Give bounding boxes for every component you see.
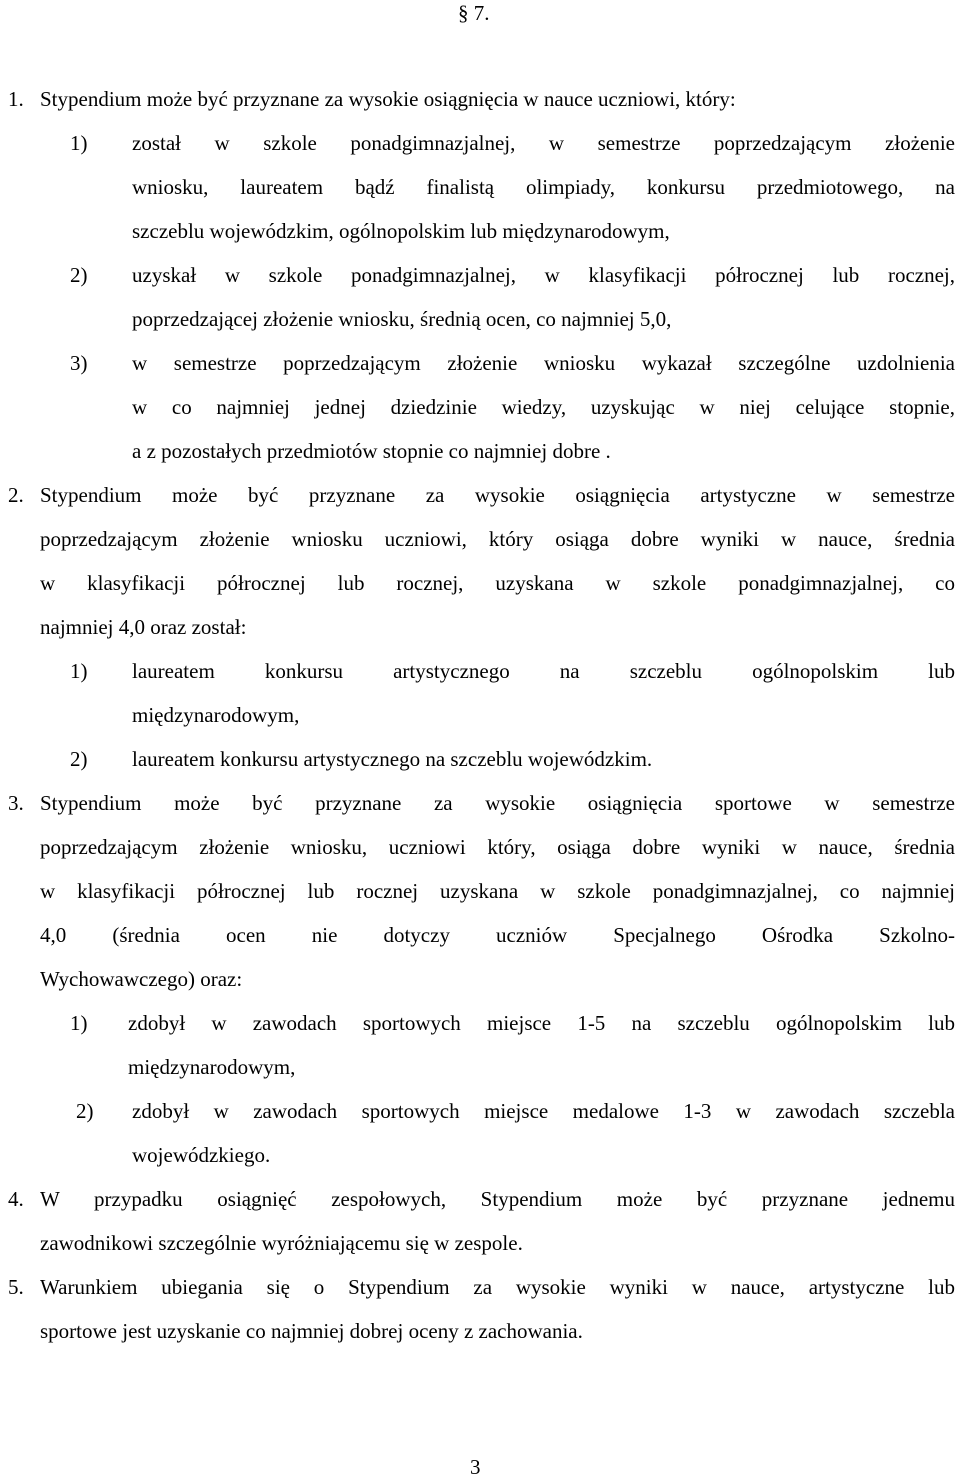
item-line: a z pozostałych przedmiotów stopnie co najmniej dobre . (132, 439, 611, 463)
paragraph-line: Stypendium może być przyznane za wysokie osiągnięcia sportowe w semestrze (40, 791, 955, 815)
paragraph-number: 2. (8, 483, 24, 507)
paragraph-line: W przypadku osiągnięć zespołowych, Stypendium może być przyznane jednemu (40, 1187, 955, 1211)
item-line: wniosku, laureatem bądź finalistą olimpiady, konkursu przedmiotowego, na (132, 175, 955, 199)
section-heading: § 7. (458, 1, 490, 25)
item-line: zdobył w zawodach sportowych miejsce 1-5 na szczeblu ogólnopolskim lub (128, 1011, 955, 1035)
item-line: w semestrze poprzedzającym złożenie wniosku wykazał szczególne uzdolnienia (132, 351, 955, 375)
item-line: międzynarodowym, (132, 703, 300, 727)
item-number: 2) (70, 263, 88, 287)
paragraph-number: 4. (8, 1187, 24, 1211)
item-line: wojewódzkiego. (132, 1143, 271, 1167)
paragraph-number: 1. (8, 87, 24, 111)
item-line: został w szkole ponadgimnazjalnej, w semestrze poprzedzającym złożenie (132, 131, 955, 155)
paragraph-line: zawodnikowi szczególnie wyróżniającemu się w zespole. (40, 1231, 523, 1255)
paragraph-line: w klasyfikacji półrocznej lub rocznej uzyskana w szkole ponadgimnazjalnej, co najmniej (40, 879, 955, 903)
item-line: laureatem konkursu artystycznego na szczeblu ogólnopolskim lub (132, 659, 955, 683)
item-line: międzynarodowym, (128, 1055, 296, 1079)
paragraph-line: sportowe jest uzyskanie co najmniej dobrej oceny z zachowania. (40, 1319, 583, 1343)
item-number: 1) (70, 131, 88, 155)
item-line: zdobył w zawodach sportowych miejsce medalowe 1-3 w zawodach szczebla (132, 1099, 955, 1123)
paragraph-line: Warunkiem ubiegania się o Stypendium za wysokie wyniki w nauce, artystyczne lub (40, 1275, 955, 1299)
paragraph-line: poprzedzającym złożenie wniosku uczniowi, który osiąga dobre wyniki w nauce, średnia (40, 527, 955, 551)
item-line: poprzedzającej złożenie wniosku, średnią ocen, co najmniej 5,0, (132, 307, 672, 331)
item-number: 2) (76, 1099, 94, 1123)
paragraph-line: poprzedzającym złożenie wniosku, uczniowi który, osiąga dobre wyniki w nauce, średnia (40, 835, 955, 859)
paragraph-line: w klasyfikacji półrocznej lub rocznej, uzyskana w szkole ponadgimnazjalnej, co (40, 571, 955, 595)
paragraph-line: Stypendium może być przyznane za wysokie osiągnięcia artystyczne w semestrze (40, 483, 955, 507)
item-line: w co najmniej jednej dziedzinie wiedzy, uzyskując w niej celujące stopnie, (132, 395, 955, 419)
item-number: 3) (70, 351, 88, 375)
paragraph-line: Wychowawczego) oraz: (40, 967, 243, 991)
item-number: 1) (70, 1011, 88, 1035)
item-line: uzyskał w szkole ponadgimnazjalnej, w klasyfikacji półrocznej lub rocznej, (132, 263, 955, 287)
paragraph-line: najmniej 4,0 oraz został: (40, 615, 247, 639)
item-line: szczeblu wojewódzkim, ogólnopolskim lub międzynarodowym, (132, 219, 670, 243)
item-number: 2) (70, 747, 88, 771)
item-line: laureatem konkursu artystycznego na szczeblu wojewódzkim. (132, 747, 653, 771)
paragraph-line: Stypendium może być przyznane za wysokie osiągnięcia w nauce uczniowi, który: (40, 87, 736, 111)
page-number: 3 (470, 1455, 481, 1479)
paragraph-number: 3. (8, 791, 24, 815)
item-number: 1) (70, 659, 88, 683)
paragraph-line: 4,0 (średnia ocen nie dotyczy uczniów Specjalnego Ośrodka Szkolno- (40, 923, 955, 947)
paragraph-number: 5. (8, 1275, 24, 1299)
